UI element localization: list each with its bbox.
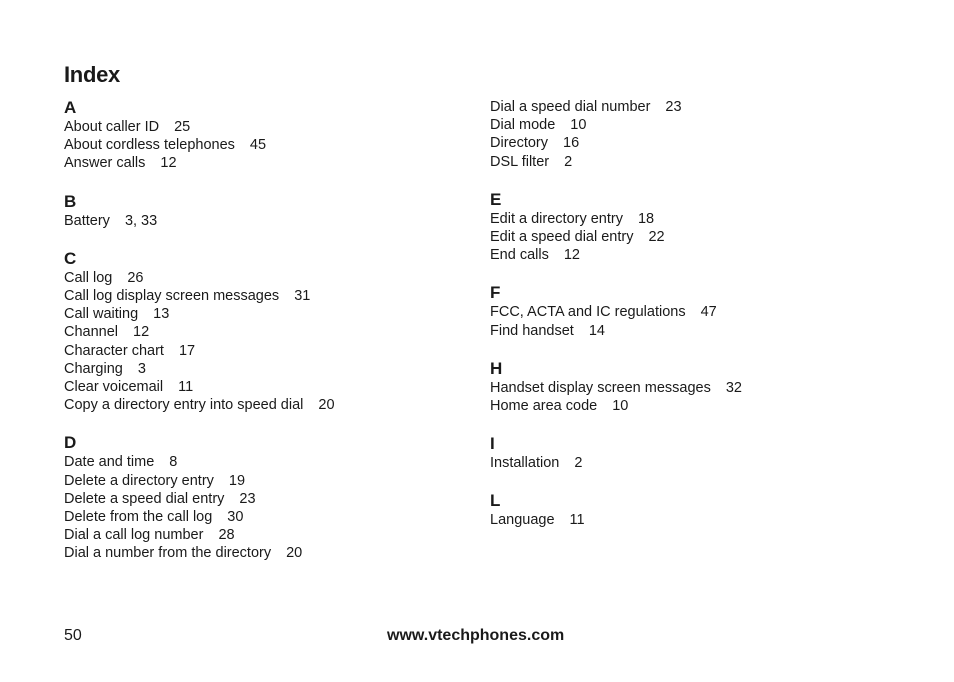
index-entry-page: 11 — [178, 379, 194, 396]
index-entry-page: 11 — [569, 512, 585, 529]
index-entry-page: 20 — [318, 397, 335, 414]
index-entry-text: Dial a speed dial number — [490, 99, 651, 115]
index-entry-text: Directory — [490, 135, 549, 152]
section-letter: L — [490, 491, 501, 511]
page-title: Index — [64, 62, 120, 87]
section-letter: C — [64, 248, 77, 268]
index-entry-text: DSL filter — [490, 153, 550, 170]
index-entry-page: 10 — [570, 117, 587, 134]
index-entry — [64, 136, 335, 154]
index-entry-page: 10 — [612, 398, 629, 415]
index-entry-page: 17 — [178, 342, 196, 359]
index-entry — [64, 526, 335, 544]
index-entry — [64, 472, 335, 490]
footer-url: www.vtechphones.com — [387, 627, 565, 644]
index-entry — [64, 342, 335, 360]
index-entry-page: 12 — [160, 155, 177, 172]
section-letter: D — [64, 433, 77, 453]
index-entry — [490, 98, 742, 116]
index-column-left — [64, 98, 335, 582]
index-entry-text: Character chart — [64, 342, 164, 359]
index-entry-page: 31 — [294, 288, 311, 305]
index-entry-page: 12 — [133, 324, 150, 341]
index-entry — [490, 397, 742, 415]
index-entry-page: 3, 33 — [124, 212, 158, 229]
index-entry — [490, 303, 742, 321]
index-entry-text: Call log — [64, 269, 113, 286]
index-entry-page: 22 — [648, 229, 665, 246]
index-entry-page: 13 — [153, 306, 170, 323]
index-entry — [64, 269, 335, 287]
index-entry-page: 19 — [228, 472, 246, 489]
index-entry — [64, 508, 335, 526]
index-entry-text: Date and time — [64, 454, 155, 471]
index-section-b — [64, 192, 335, 230]
index-entry-text: Find handset — [490, 322, 574, 339]
index-entry — [64, 305, 335, 323]
section-letter: A — [64, 98, 77, 117]
index-entry — [490, 134, 742, 152]
index-section-h — [490, 359, 742, 415]
index-entry — [64, 378, 335, 396]
index-entry-page: 30 — [227, 509, 244, 526]
index-section-i — [490, 434, 742, 472]
index-entry-text: Delete a directory entry — [64, 472, 214, 489]
index-entry-page: 2 — [564, 153, 573, 170]
index-entry-page: 45 — [249, 137, 267, 154]
index-entry-page: 28 — [218, 527, 235, 544]
index-entry-text: End calls — [490, 247, 549, 264]
index-entry-page: 20 — [286, 545, 303, 562]
section-letter: E — [490, 189, 502, 209]
index-entry — [64, 154, 335, 172]
index-entry-page: 25 — [174, 119, 191, 135]
index-entry — [64, 323, 335, 341]
index-entry-page: 14 — [588, 322, 605, 339]
section-letter: H — [490, 358, 503, 378]
index-entry — [490, 210, 742, 228]
index-entry-text: Installation — [490, 455, 560, 472]
index-entry-page: 47 — [700, 304, 717, 321]
index-entry-text: Home area code — [490, 398, 598, 415]
index-entry-page: 8 — [169, 454, 178, 471]
index-entry — [490, 511, 742, 529]
index-entry — [490, 228, 742, 246]
index-entry — [490, 246, 742, 264]
index-column-right — [490, 98, 742, 549]
index-entry-page: 2 — [574, 455, 583, 472]
index-entry-text: Charging — [64, 360, 123, 377]
index-entry — [64, 490, 335, 508]
index-section-a — [64, 98, 335, 173]
index-entry — [64, 287, 335, 305]
index-section-e — [490, 190, 742, 265]
index-entry-page: 32 — [725, 379, 742, 396]
index-entry — [490, 379, 742, 397]
index-entry-text: About caller ID — [64, 119, 160, 135]
index-entry — [490, 454, 742, 472]
index-entry-page: 12 — [563, 247, 580, 264]
index-entry — [490, 322, 742, 340]
index-section-c — [64, 249, 335, 415]
footer-page-number: 50 — [64, 627, 82, 644]
index-entry-text: Call log display screen messages — [64, 288, 280, 305]
index-entry-page: 26 — [127, 269, 144, 286]
index-entry — [64, 453, 335, 471]
index-entry — [64, 544, 335, 562]
index-entry-text: Dial a call log number — [64, 527, 204, 544]
index-entry-text: Dial mode — [490, 117, 556, 134]
index-entry-page: 16 — [563, 135, 580, 152]
section-letter: F — [490, 283, 501, 303]
index-entry-text: Delete a speed dial entry — [64, 490, 225, 507]
index-entry-text: Copy a directory entry into speed dial — [64, 397, 304, 414]
index-entry-text: Dial a number from the directory — [64, 545, 272, 562]
index-entry — [64, 360, 335, 378]
index-entry-text: Edit a directory entry — [490, 210, 623, 227]
index-entry-page: 3 — [137, 360, 146, 377]
index-entry-text: Language — [490, 512, 555, 529]
index-section-f — [490, 283, 742, 339]
index-entry-page: 23 — [239, 490, 256, 507]
index-entry-text: Clear voicemail — [64, 379, 164, 396]
section-letter: I — [490, 434, 495, 454]
index-section-l — [490, 491, 742, 529]
index-entry-page: 23 — [665, 99, 682, 115]
index-entry — [490, 116, 742, 134]
index-entry-text: Edit a speed dial entry — [490, 229, 634, 246]
index-entry-text: About cordless telephones — [64, 137, 235, 154]
index-entry-text: Handset display screen messages — [490, 379, 711, 396]
section-letter: B — [64, 191, 77, 211]
index-entry — [64, 118, 335, 136]
index-section-d-continued — [490, 98, 742, 171]
index-entry-text: FCC, ACTA and IC regulations — [490, 304, 686, 321]
index-entry-text: Call waiting — [64, 306, 139, 323]
index-entry-text: Battery — [64, 212, 110, 229]
index-section-d — [64, 433, 335, 562]
index-entry-text: Delete from the call log — [64, 509, 213, 526]
index-entry-page: 18 — [637, 210, 655, 227]
index-entry-text: Answer calls — [64, 155, 146, 172]
index-entry — [490, 153, 742, 171]
index-entry-text: Channel — [64, 324, 119, 341]
index-entry — [64, 396, 335, 414]
index-entry — [64, 212, 335, 230]
